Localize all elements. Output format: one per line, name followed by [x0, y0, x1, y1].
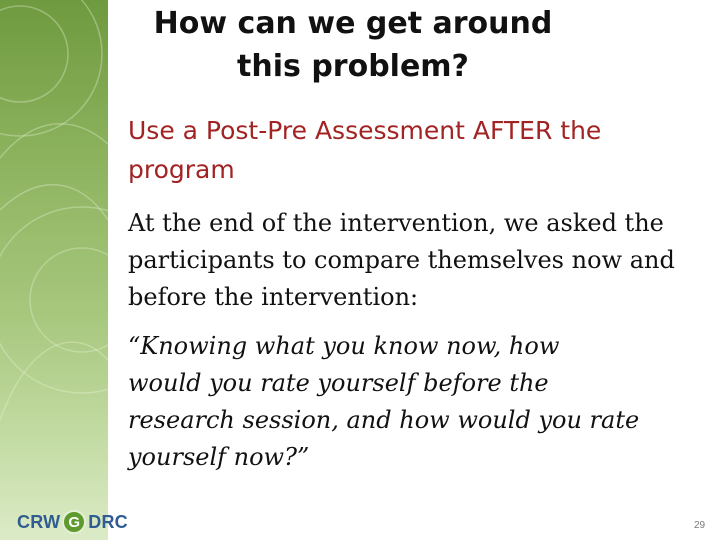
g-badge-icon: G: [62, 510, 86, 534]
body-paragraph: At the end of the intervention, we asked the participants to compare themselves now and before the intervention:: [128, 209, 675, 311]
logo-text-left: CRW: [17, 511, 61, 532]
logo-text-right: DRC: [88, 511, 128, 532]
page-number: 29: [694, 520, 706, 531]
slide-title: How can we get around this problem?: [153, 6, 553, 84]
subheading: Use a Post-Pre Assessment AFTER the program: [128, 116, 602, 184]
left-decorative-sidebar: [0, 0, 108, 540]
green-curves-decoration: [0, 0, 108, 540]
crwgdrc-logo: [17, 508, 128, 536]
quote-text: “Knowing what you know now, how would you rate yourself before the research session, and how would you rate yourself now?”: [128, 332, 640, 471]
